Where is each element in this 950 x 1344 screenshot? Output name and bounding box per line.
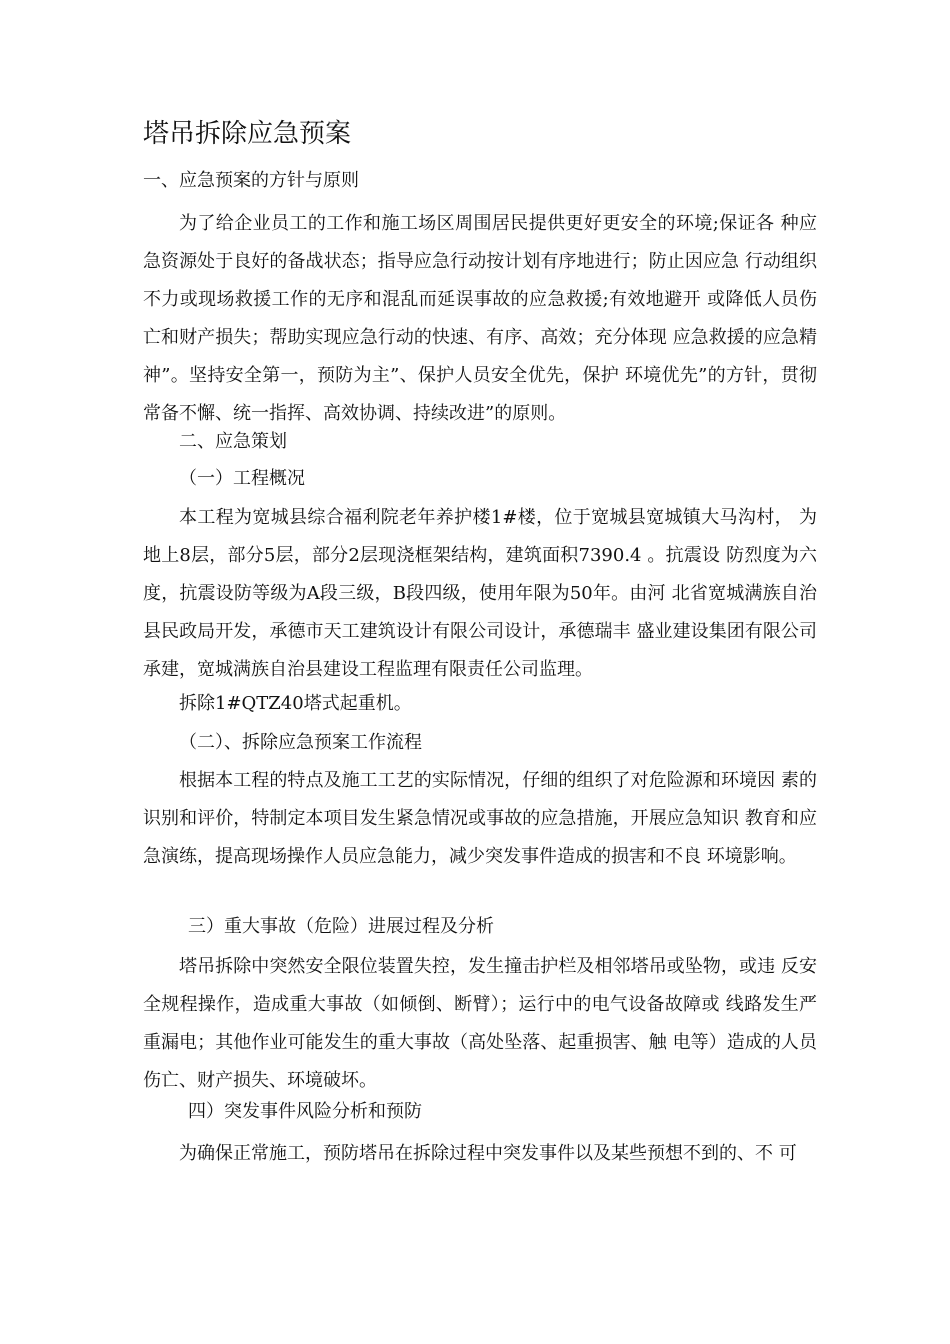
document-title: 塔吊拆除应急预案 [143, 119, 352, 149]
accident-analysis-paragraph: 塔吊拆除中突然安全限位装置失控，发生撞击护栏及相邻塔吊或坠物，或违 反安全规程操作，造成重大事故（如倾倒、断臂）；运行中的电气设备故障或 线路发生严重漏电；其他作业可能发生的重大事故（高处坠落、起重损害、触 电等）造成的人员伤亡、财产损失、环境破坏。 [143, 956, 817, 1091]
demolition-target-line: 拆除1#QTZ40塔式起重机。 [179, 693, 412, 714]
principles-paragraph: 为了给企业员工的工作和施工场区周围居民提供更好更安全的环境;保证各 种应急资源处于良好的备战状态；指导应急行动按计划有序地进行；防止因应急 行动组织不力或现场救援工作的无序和混乱而延误事故的应急救援;有效地避开 或降低人员伤亡和财产损失；帮助实现应急行动的快速、有序、高效；充分体现 应急救援的应急精神”。坚持安全第一，预防为主”、保护人员安全优先，保护 环境优先”的方针，贯彻常备不懈、统一指挥、高效协调、持续改进”的原则。 [143, 213, 817, 424]
overview-paragraph: 本工程为宽城县综合福利院老年养护楼1#楼，位于宽城县宽城镇大马沟村， 为地上8层，部分5层，部分2层现浇框架结构，建筑面积7390.4 。抗震设 防烈度为六度，抗震设防等级为A段三级，B段四级，使用年限为50年。由河 北省宽城满族自治县民政局开发，承德市天工建筑设计有限公司设计，承德瑞丰 盛业建设集团有限公司承建，宽城满族自治县建设工程监理有限责任公司监理。 [143, 507, 817, 680]
section-heading-planning: 二、应急策划 [179, 431, 287, 452]
subsection-heading-workflow: （二）、拆除应急预案工作流程 [179, 732, 422, 753]
subsection-heading-risk-prevention: 四）突发事件风险分析和预防 [188, 1101, 422, 1122]
section-heading-principles: 一、应急预案的方针与原则 [143, 170, 359, 191]
subsection-heading-accident-analysis: 三）重大事故（危险）进展过程及分析 [188, 916, 494, 937]
subsection-heading-overview: （一）工程概况 [179, 468, 305, 489]
workflow-paragraph: 根据本工程的特点及施工工艺的实际情况，仔细的组织了对危险源和环境因 素的识别和评价，特制定本项目发生紧急情况或事故的应急措施，开展应急知识 教育和应急演练，提高现场操作人员应急能力，减少突发事件造成的损害和不良 环境影响。 [143, 770, 817, 867]
risk-prevention-paragraph: 为确保正常施工，预防塔吊在拆除过程中突发事件以及某些预想不到的、不 可 [179, 1143, 797, 1164]
